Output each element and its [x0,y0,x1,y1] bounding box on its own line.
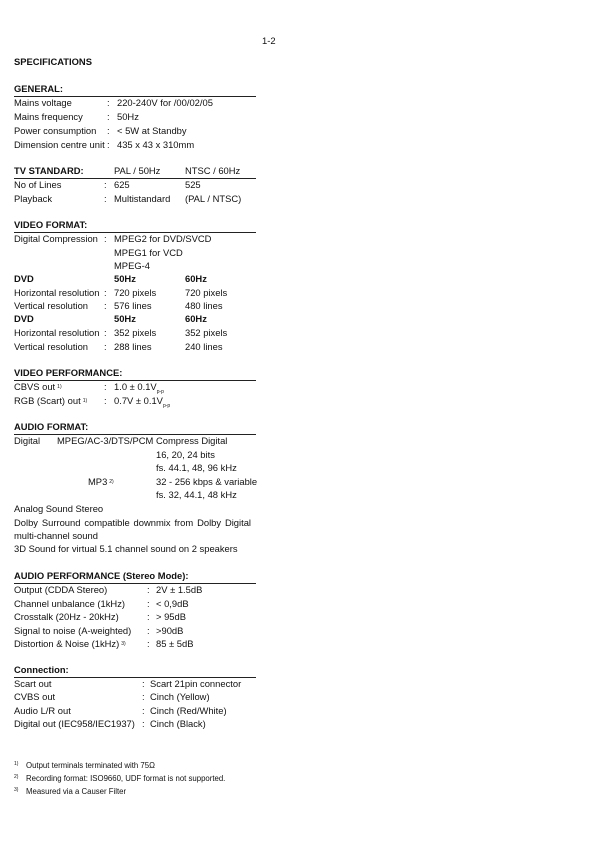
connection-label: Scart out [14,678,52,689]
general-value: 435 x 43 x 310mm [117,139,195,150]
audio-perf-label: Crosstalk (20Hz - 20kHz) [14,611,119,622]
audio-perf-colon: : [147,611,150,622]
audio-perf-colon: : [147,584,150,595]
compression-colon: : [104,233,107,244]
compression-value: MPEG2 for DVD/SVCD [114,233,212,244]
tv-value-ntsc: 525 [185,179,201,190]
audio-perf-label: Channel unbalance (1kHz) [14,598,126,609]
compression-value: MPEG-4 [114,260,150,271]
resolution-colon: : [104,327,107,338]
audio-perf-label [14,637,126,652]
connection-value: Cinch (Yellow) [150,691,210,702]
dvd-block-title: DVD [14,273,34,284]
audio-perf-value: 2V ± 1.5dB [156,584,203,595]
audio-perf-label: Signal to noise (A-weighted) [14,625,132,636]
audio-perf-value: 85 ± 5dB [156,638,194,649]
dvd-block-col-60hz: 60Hz [185,313,207,324]
connection-colon: : [142,678,145,689]
video-perf-label [14,380,62,395]
resolution-label: Horizontal resolution [14,287,100,298]
digital-format-detail: fs. 44.1, 48, 96 kHz [156,462,237,473]
resolution-value-50: 288 lines [114,341,152,352]
resolution-value-50: 576 lines [114,300,152,311]
dolby-line-1: Dolby Surround compatible downmix from Dolby Digital [14,517,251,528]
digital-formats: MPEG/AC-3/DTS/PCM [57,435,154,446]
mp3-detail: 32 - 256 kbps & variable [156,476,258,487]
video-perf-heading: VIDEO PERFORMANCE: [14,367,123,378]
footnote-mark: 2) [14,774,19,780]
resolution-colon: : [104,287,107,298]
mp3-label [88,475,114,490]
mp3-label-text: MP3 [88,476,108,487]
connection-colon: : [142,691,145,702]
general-heading: GENERAL: [14,83,63,94]
footnote-mark: 3) [14,787,19,793]
resolution-value-60: 480 lines [185,300,223,311]
footnote-text: Recording format: ISO9660, UDF format is not supported. [26,774,226,783]
connection-value: Cinch (Black) [150,718,206,729]
general-label: Dimension centre unit [14,139,105,150]
resolution-value-50: 720 pixels [114,287,157,298]
dvd-block-col-50hz: 50Hz [114,313,136,324]
general-label: Mains frequency [14,111,83,122]
general-label: Mains voltage [14,97,72,108]
video-format-heading: VIDEO FORMAT: [14,219,88,230]
analog-sound: Analog Sound Stereo [14,503,104,514]
tv-col-ntsc: NTSC / 60Hz [185,165,241,176]
tv-col-pal: PAL / 50Hz [114,165,161,176]
tv-value-ntsc: (PAL / NTSC) [185,193,242,204]
general-value: 220-240V for /00/02/05 [117,97,213,108]
video-perf-colon: : [104,381,107,392]
sound-3d: 3D Sound for virtual 5.1 channel sound on 2 speakers [14,543,238,554]
audio-perf-label: Output (CDDA Stereo) [14,584,108,595]
audio-perf-colon: : [147,598,150,609]
tv-value-pal: Multistandard [114,193,171,204]
compression-value: MPEG1 for VCD [114,247,183,258]
video-perf-label-text: RGB (Scart) out [14,395,81,406]
general-value: 50Hz [117,111,139,122]
resolution-label: Horizontal resolution [14,327,100,338]
audio-perf-colon: : [147,638,150,649]
page-title: SPECIFICATIONS [14,56,92,67]
connection-label: Digital out (IEC958/IEC1937) [14,718,135,729]
audio-perf-heading: AUDIO PERFORMANCE (Stereo Mode): [14,570,189,581]
audio-format-heading: AUDIO FORMAT: [14,421,89,432]
mp3-detail: fs. 32, 44.1, 48 kHz [156,489,237,500]
general-colon: : [107,125,110,136]
video-perf-value [114,394,170,414]
resolution-label: Vertical resolution [14,341,88,352]
general-colon: : [107,97,110,108]
resolution-colon: : [104,341,107,352]
resolution-label: Vertical resolution [14,300,88,311]
compression-label: Digital Compression [14,233,98,244]
audio-perf-value: > 95dB [156,611,186,622]
footnote-ref: 3) [121,641,126,647]
tv-colon: : [104,193,107,204]
tv-label: No of Lines [14,179,62,190]
digital-format-detail: Compress Digital [156,435,228,446]
dvd-block-col-50hz: 50Hz [114,273,136,284]
footnote-mark: 1) [14,761,19,767]
dolby-line-2: multi-channel sound [14,530,98,541]
footnote-ref: 1) [57,384,62,390]
footnote-text: Output terminals terminated with 75Ω [26,761,155,770]
digital-label: Digital [14,435,41,446]
resolution-value-60: 240 lines [185,341,223,352]
footnote-ref: 1) [82,398,88,404]
connection-colon: : [142,705,145,716]
resolution-value-50: 352 pixels [114,327,157,338]
general-value: < 5W at Standby [117,125,187,136]
connection-value: Cinch (Red/White) [150,705,227,716]
connection-label: CVBS out [14,691,56,702]
connection-value: Scart 21pin connector [150,678,242,689]
audio-perf-colon: : [147,625,150,636]
video-perf-value-text: 0.7V ± 0.1V [114,395,163,406]
footnote-text: Measured via a Causer Filter [26,787,127,796]
video-perf-value-text: 1.0 ± 0.1V [114,381,157,392]
tv-value-pal: 625 [114,179,130,190]
connection-heading: Connection: [14,664,69,675]
tv-colon: : [104,179,107,190]
audio-perf-value: < 0,9dB [156,598,189,609]
tv-label: Playback [14,193,53,204]
tv-heading: TV STANDARD: [14,165,84,176]
resolution-value-60: 720 pixels [185,287,228,298]
audio-perf-value: >90dB [156,625,184,636]
video-perf-colon: : [104,395,107,406]
general-colon: : [107,139,110,150]
video-perf-label-text: CBVS out [14,381,56,392]
footnote-ref: 2) [109,479,114,485]
video-perf-subscript: p-p [162,403,171,409]
resolution-value-60: 352 pixels [185,327,228,338]
general-colon: : [107,111,110,122]
general-label: Power consumption [14,125,97,136]
connection-colon: : [142,718,145,729]
digital-format-detail: 16, 20, 24 bits [156,449,215,460]
video-perf-subscript: p-p [156,389,164,395]
video-perf-label [14,394,87,409]
resolution-colon: : [104,300,107,311]
dvd-block-col-60hz: 60Hz [185,273,207,284]
page-number: 1-2 [262,35,276,46]
connection-label: Audio L/R out [14,705,71,716]
audio-perf-label-text: Distortion & Noise (1kHz) [14,638,120,649]
dvd-block-title: DVD [14,313,34,324]
